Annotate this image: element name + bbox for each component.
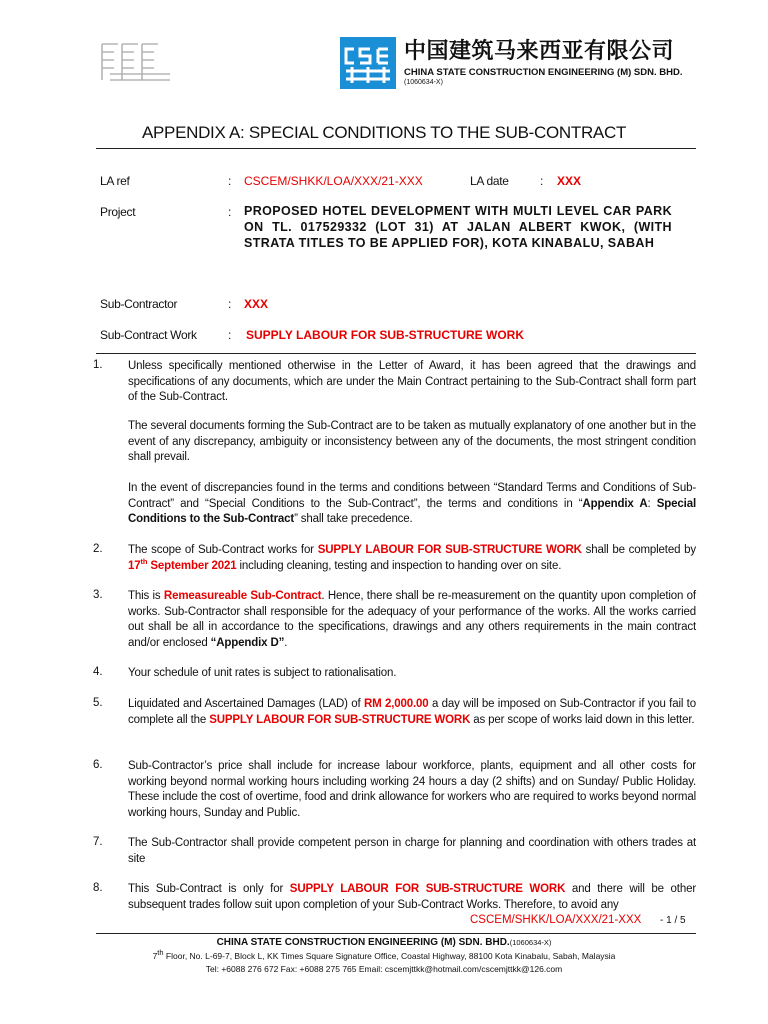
clause-number: 1.	[93, 359, 103, 371]
la-date-value: XXX	[557, 174, 582, 188]
footer-contact: Tel: +6088 276 672 Fax: +6088 275 765 Email: cscemjttkk@hotmail.com/cscemjttkk@126.com	[205, 964, 563, 974]
clause-number: 2.	[93, 543, 103, 555]
la-date-label: LA date	[470, 174, 509, 188]
clause-number: 5.	[93, 697, 103, 709]
company-name-cn: 中国建筑马来西亚有限公司	[404, 39, 675, 64]
colon: :	[228, 328, 232, 342]
footer-company: CHINA STATE CONSTRUCTION ENGINEERING (M) SDN. BHD.(1060634-X)	[216, 937, 552, 948]
la-ref-label: LA ref	[100, 174, 130, 188]
clause-5-text: Liquidated and Ascertained Damages (LAD) of RM 2,000.00 a day will be imposed on Sub-Contractor if you fail to complete all the SUPPLY LABOUR FOR SUB-STRUCTURE WORK as per scope of works laid down in this letter.	[128, 698, 696, 726]
page-number: - 1 / 5	[660, 915, 686, 926]
clause-8-text: This Sub-Contract is only for SUPPLY LABOUR FOR SUB-STRUCTURE WORK and there will be other subsequent trades follow suit upon completion of your Sub-Contract Works. Therefore, to avoid any	[128, 883, 696, 911]
cscec-logo-icon	[340, 37, 396, 89]
subcontractor-value: XXX	[244, 297, 269, 311]
clause-number: 7.	[93, 836, 103, 848]
footer-divider	[96, 933, 696, 934]
left-logo-icon	[100, 40, 172, 84]
clause-2-text: The scope of Sub-Contract works for SUPPLY LABOUR FOR SUB-STRUCTURE WORK shall be completed by 17th September 2021 including cleaning, testing and inspection to handing over on site.	[128, 544, 696, 572]
colon: :	[228, 297, 232, 311]
company-name-en: CHINA STATE CONSTRUCTION ENGINEERING (M) SDN. BHD.	[404, 67, 683, 78]
project-value: PROPOSED HOTEL DEVELOPMENT WITH MULTI LEVEL CAR PARK ON TL. 017529332 (LOT 31) AT JALAN ALBERT KWOK, (WITH STRATA TITLES TO BE APPLIED FOR), KOTA KINABALU, SABAH	[244, 204, 672, 250]
footer-reference: CSCEM/SHKK/LOA/XXX/21-XXX	[470, 914, 642, 926]
clause-6-text: Sub-Contractor’s price shall include for increase labour workforce, plants, equipment and all other costs for working beyond normal working hours including working 24 hours a day (2 shifts) and on Sunday/ Public Holiday. These include the cost of overtime, food and drink allowance for workers who are required to works beyond normal working hours, Sunday and Public.	[128, 760, 696, 819]
colon: :	[228, 174, 232, 188]
project-label: Project	[100, 205, 136, 219]
clause-number: 8.	[93, 882, 103, 894]
clause-number: 3.	[93, 589, 103, 601]
company-header	[404, 34, 683, 86]
clause-3-text: This is Remeasureable Sub-Contract. Hence, there shall be re-measurement on the quantity upon completion of works. Sub-Contractor shall responsible for the adequacy of your performance of the works. All the works carried out shall be all in accordance to the specifications, drawings and any others requirements in the main contract and/or enclosed “Appendix D”.	[128, 590, 696, 649]
page-title: APPENDIX A: SPECIAL CONDITIONS TO THE SUB-CONTRACT	[141, 123, 627, 142]
clause-1-paragraph-2: The several documents forming the Sub-Contract are to be taken as mutually explanatory of one another but in the event of any discrepancy, ambiguity or inconsistency between any of the documents, the most stringent condition shall prevail.	[128, 420, 696, 463]
clause-7-text: The Sub-Contractor shall provide competent person in charge for planning and coordination with others trades at site	[128, 837, 696, 865]
subcontract-work-value: SUPPLY LABOUR FOR SUB-STRUCTURE WORK	[246, 328, 525, 342]
colon: :	[540, 174, 544, 188]
la-ref-value: CSCEM/SHKK/LOA/XXX/21-XXX	[244, 174, 423, 188]
title-divider	[96, 148, 696, 149]
clause-number: 6.	[93, 759, 103, 771]
colon: :	[228, 205, 232, 219]
subcontractor-label: Sub-Contractor	[100, 297, 178, 311]
clause-1-paragraph-3: In the event of discrepancies found in the terms and conditions between “Standard Terms and Conditions of Sub-Contract” and “Special Conditions to the Sub-Contract”, the terms and conditions in “Appendix A: Special Conditions to the Sub-Contract” shall take precedence.	[128, 482, 696, 525]
company-reg-number: (1060634-X)	[404, 79, 443, 86]
section-divider	[96, 353, 696, 354]
clause-1-paragraph-1: Unless specifically mentioned otherwise in the Letter of Award, it has been agreed that the drawings and specifications of any documents, which are under the Main Contract pertaining to the Sub-Contract shall form part of the Sub-Contract.	[128, 360, 696, 403]
clause-number: 4.	[93, 666, 103, 678]
subcontract-work-label: Sub-Contract Work	[100, 328, 197, 342]
footer-address: 7th Floor, No. L-69-7, Block L, KK Times Square Signature Office, Coastal Highway, 88100 Kota Kinabalu, Sabah, Malaysia	[152, 948, 616, 961]
clause-4-text: Your schedule of unit rates is subject to rationalisation.	[128, 667, 397, 679]
